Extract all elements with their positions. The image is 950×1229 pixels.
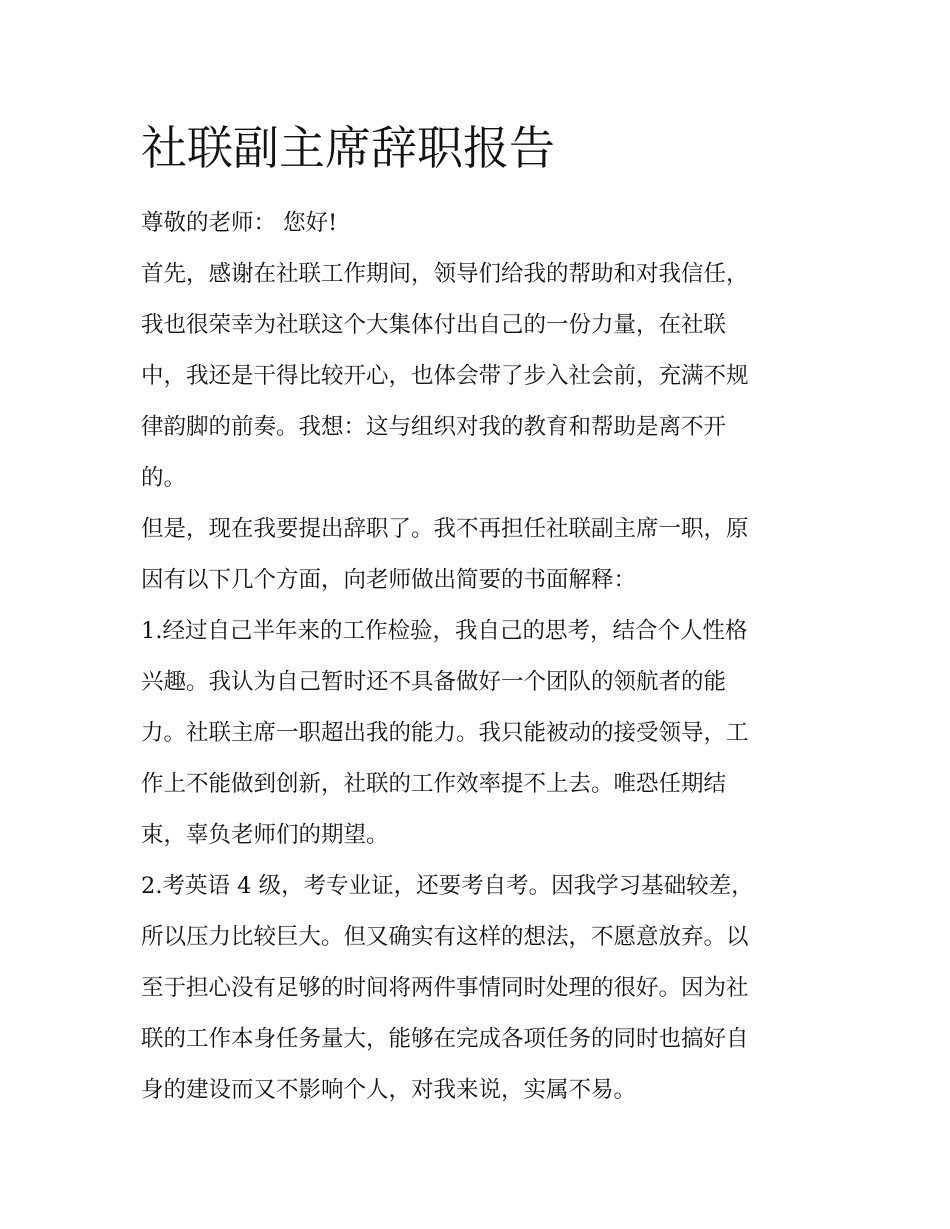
- document-body: [141, 198, 816, 1116]
- body-line: 至于担心没有足够的时间将两件事情同时处理的很好。因为社: [141, 975, 749, 1001]
- body-line: 束，辜负老师们的期望。: [141, 822, 389, 848]
- body-line: 但是，现在我要提出辞职了。我不再担任社联副主席一职，原: [141, 516, 749, 542]
- body-line: 身的建设而又不影响个人，对我来说，实属不易。: [141, 1077, 637, 1103]
- body-line: 律韵脚的前奏。我想：这与组织对我的教育和帮助是离不开: [141, 414, 727, 440]
- document-title: 社联副主席辞职报告: [141, 121, 555, 175]
- list-item-1-line: 1.经过自己半年来的工作检验，我自己的思考，结合个人性格: [141, 618, 748, 644]
- salutation-line: 尊敬的老师： 您好!: [141, 210, 338, 236]
- body-line: 所以压力比较巨大。但又确实有这样的想法，不愿意放弃。以: [141, 924, 749, 950]
- body-line: 的。: [141, 465, 187, 491]
- body-line: 作上不能做到创新，社联的工作效率提不上去。唯恐任期结: [141, 771, 727, 797]
- body-line: 我也很荣幸为社联这个大集体付出自己的一份力量，在社联: [141, 312, 727, 338]
- body-line: 因有以下几个方面，向老师做出简要的书面解释：: [141, 567, 637, 593]
- body-line: 中，我还是干得比较开心，也体会带了步入社会前，充满不规: [141, 363, 749, 389]
- body-line: 首先，感谢在社联工作期间，领导们给我的帮助和对我信任，: [141, 261, 749, 287]
- list-item-2-line: 2.考英语 4 级，考专业证，还要考自考。因我学习基础较差，: [141, 873, 754, 899]
- body-line: 兴趣。我认为自己暂时还不具备做好一个团队的领航者的能: [141, 669, 727, 695]
- body-line: 力。社联主席一职超出我的能力。我只能被动的接受领导，工: [141, 720, 749, 746]
- body-line: 联的工作本身任务量大，能够在完成各项任务的同时也搞好自: [141, 1026, 749, 1052]
